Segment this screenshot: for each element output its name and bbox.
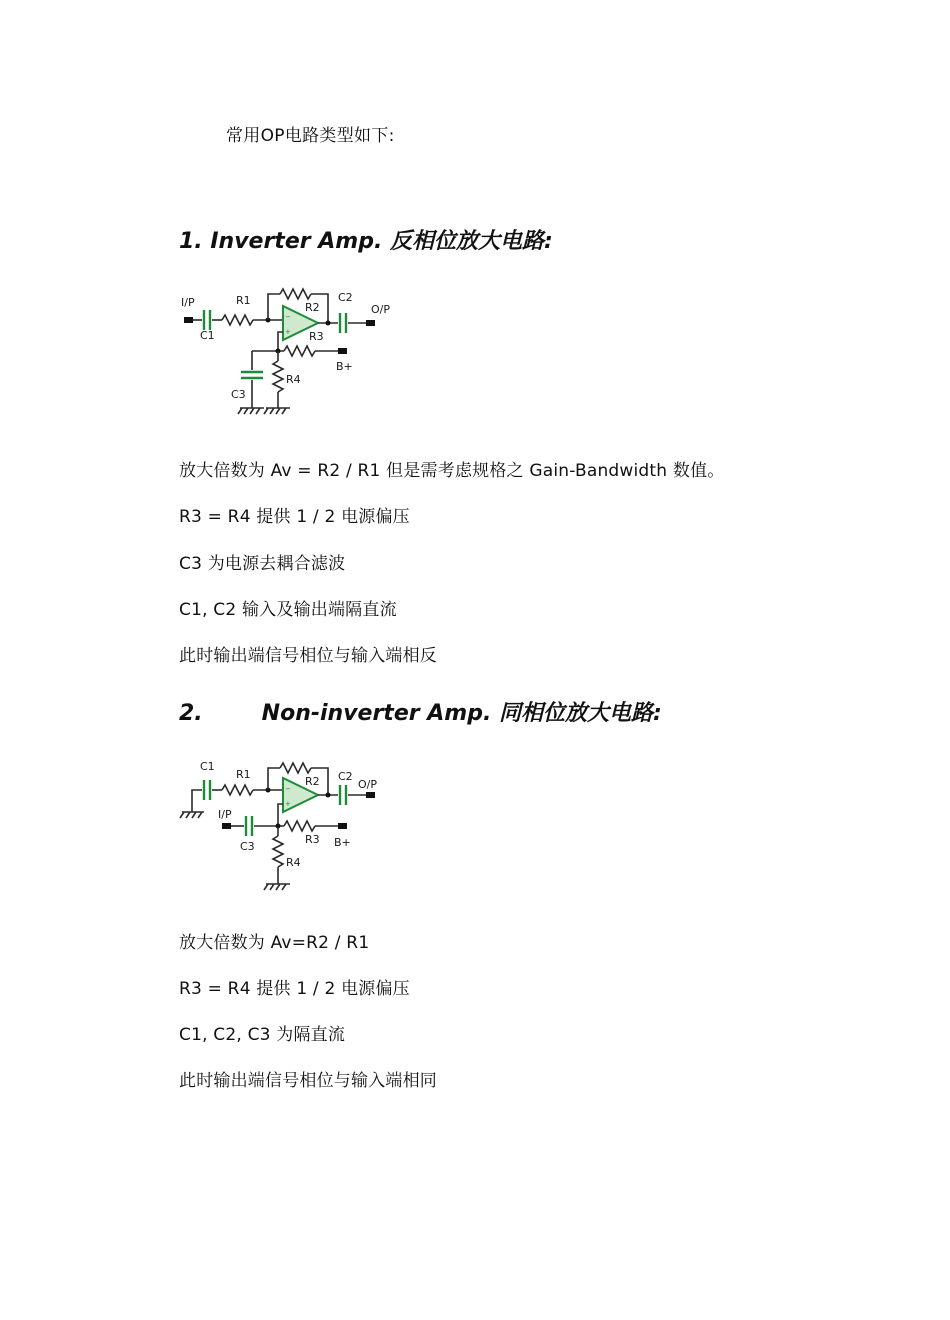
resistor-r2 [280,289,311,299]
r1-label: R1 [236,768,251,781]
c2-label: C2 [338,770,353,783]
resistor-r4 [273,836,283,867]
section-1-heading [179,224,553,255]
input-terminal [222,823,231,829]
section-2-line: 此时输出端信号相位与输入端相同 [179,1071,437,1091]
capacitor-c1 [204,310,210,330]
ground-icon [264,408,290,414]
op-amp-minus: − [285,313,291,321]
capacitor-c2 [340,785,346,805]
c3-label: C3 [240,840,255,853]
intro-text: 常用OP电路类型如下: [226,126,395,146]
resistor-r1 [222,315,253,325]
bplus-label: B+ [334,836,351,849]
section-2-number: 2. [179,701,203,726]
op-label: O/P [358,778,377,791]
section-1-line: C3 为电源去耦合滤波 [179,554,346,574]
r2-label: R2 [305,301,320,314]
section-2-line: 放大倍数为 Av=R2 / R1 [179,933,370,953]
resistor-r4 [273,361,283,392]
ground-icon [238,408,264,414]
ip-label: I/P [181,296,195,309]
input-terminal [184,317,193,323]
op-amp-plus: + [285,328,291,336]
section-1-number: 1. [179,229,203,254]
c1-label: C1 [200,760,215,773]
section-1-line: R3 = R4 提供 1 / 2 电源偏压 [179,507,410,527]
capacitor-c1 [204,780,210,800]
r3-label: R3 [305,833,320,846]
inverter-amp-circuit-diagram [178,282,398,432]
capacitor-c2 [340,313,346,333]
ground-icon [264,884,290,890]
capacitor-c3 [241,372,263,378]
c1-label: C1 [200,329,215,342]
r1-label: R1 [236,294,251,307]
resistor-r2 [280,763,311,773]
r3-label: R3 [309,330,324,343]
r2-label: R2 [305,775,320,788]
non-inverter-amp-circuit-diagram [178,756,398,906]
section-1-line: C1, C2 输入及输出端隔直流 [179,600,397,620]
section-1-line: 此时输出端信号相位与输入端相反 [179,646,437,666]
bplus-label: B+ [336,360,353,373]
bplus-terminal [338,823,347,829]
r4-label: R4 [286,856,301,869]
section-1-line: 放大倍数为 Av = R2 / R1 但是需考虑规格之 Gain-Bandwidth 数值。 [179,461,725,481]
capacitor-c3 [246,816,252,836]
resistor-r3 [284,346,315,356]
op-amp-minus: − [285,785,291,793]
section-2-line: C1, C2, C3 为隔直流 [179,1025,346,1045]
section-2-heading [179,696,662,727]
op-amp-plus: + [285,800,291,808]
resistor-r3 [284,821,315,831]
ip-label: I/P [218,808,232,821]
resistor-r1 [222,785,253,795]
section-1-title: Inverter Amp. 反相位放大电路: [210,229,553,254]
op-label: O/P [371,303,390,316]
output-terminal [366,320,375,326]
bplus-terminal [338,348,347,354]
output-terminal [366,792,375,798]
r4-label: R4 [286,373,301,386]
c2-label: C2 [338,291,353,304]
section-2-title: Non-inverter Amp. 同相位放大电路: [261,701,662,726]
ground-icon [180,812,204,818]
c3-label: C3 [231,388,246,401]
section-2-line: R3 = R4 提供 1 / 2 电源偏压 [179,979,410,999]
